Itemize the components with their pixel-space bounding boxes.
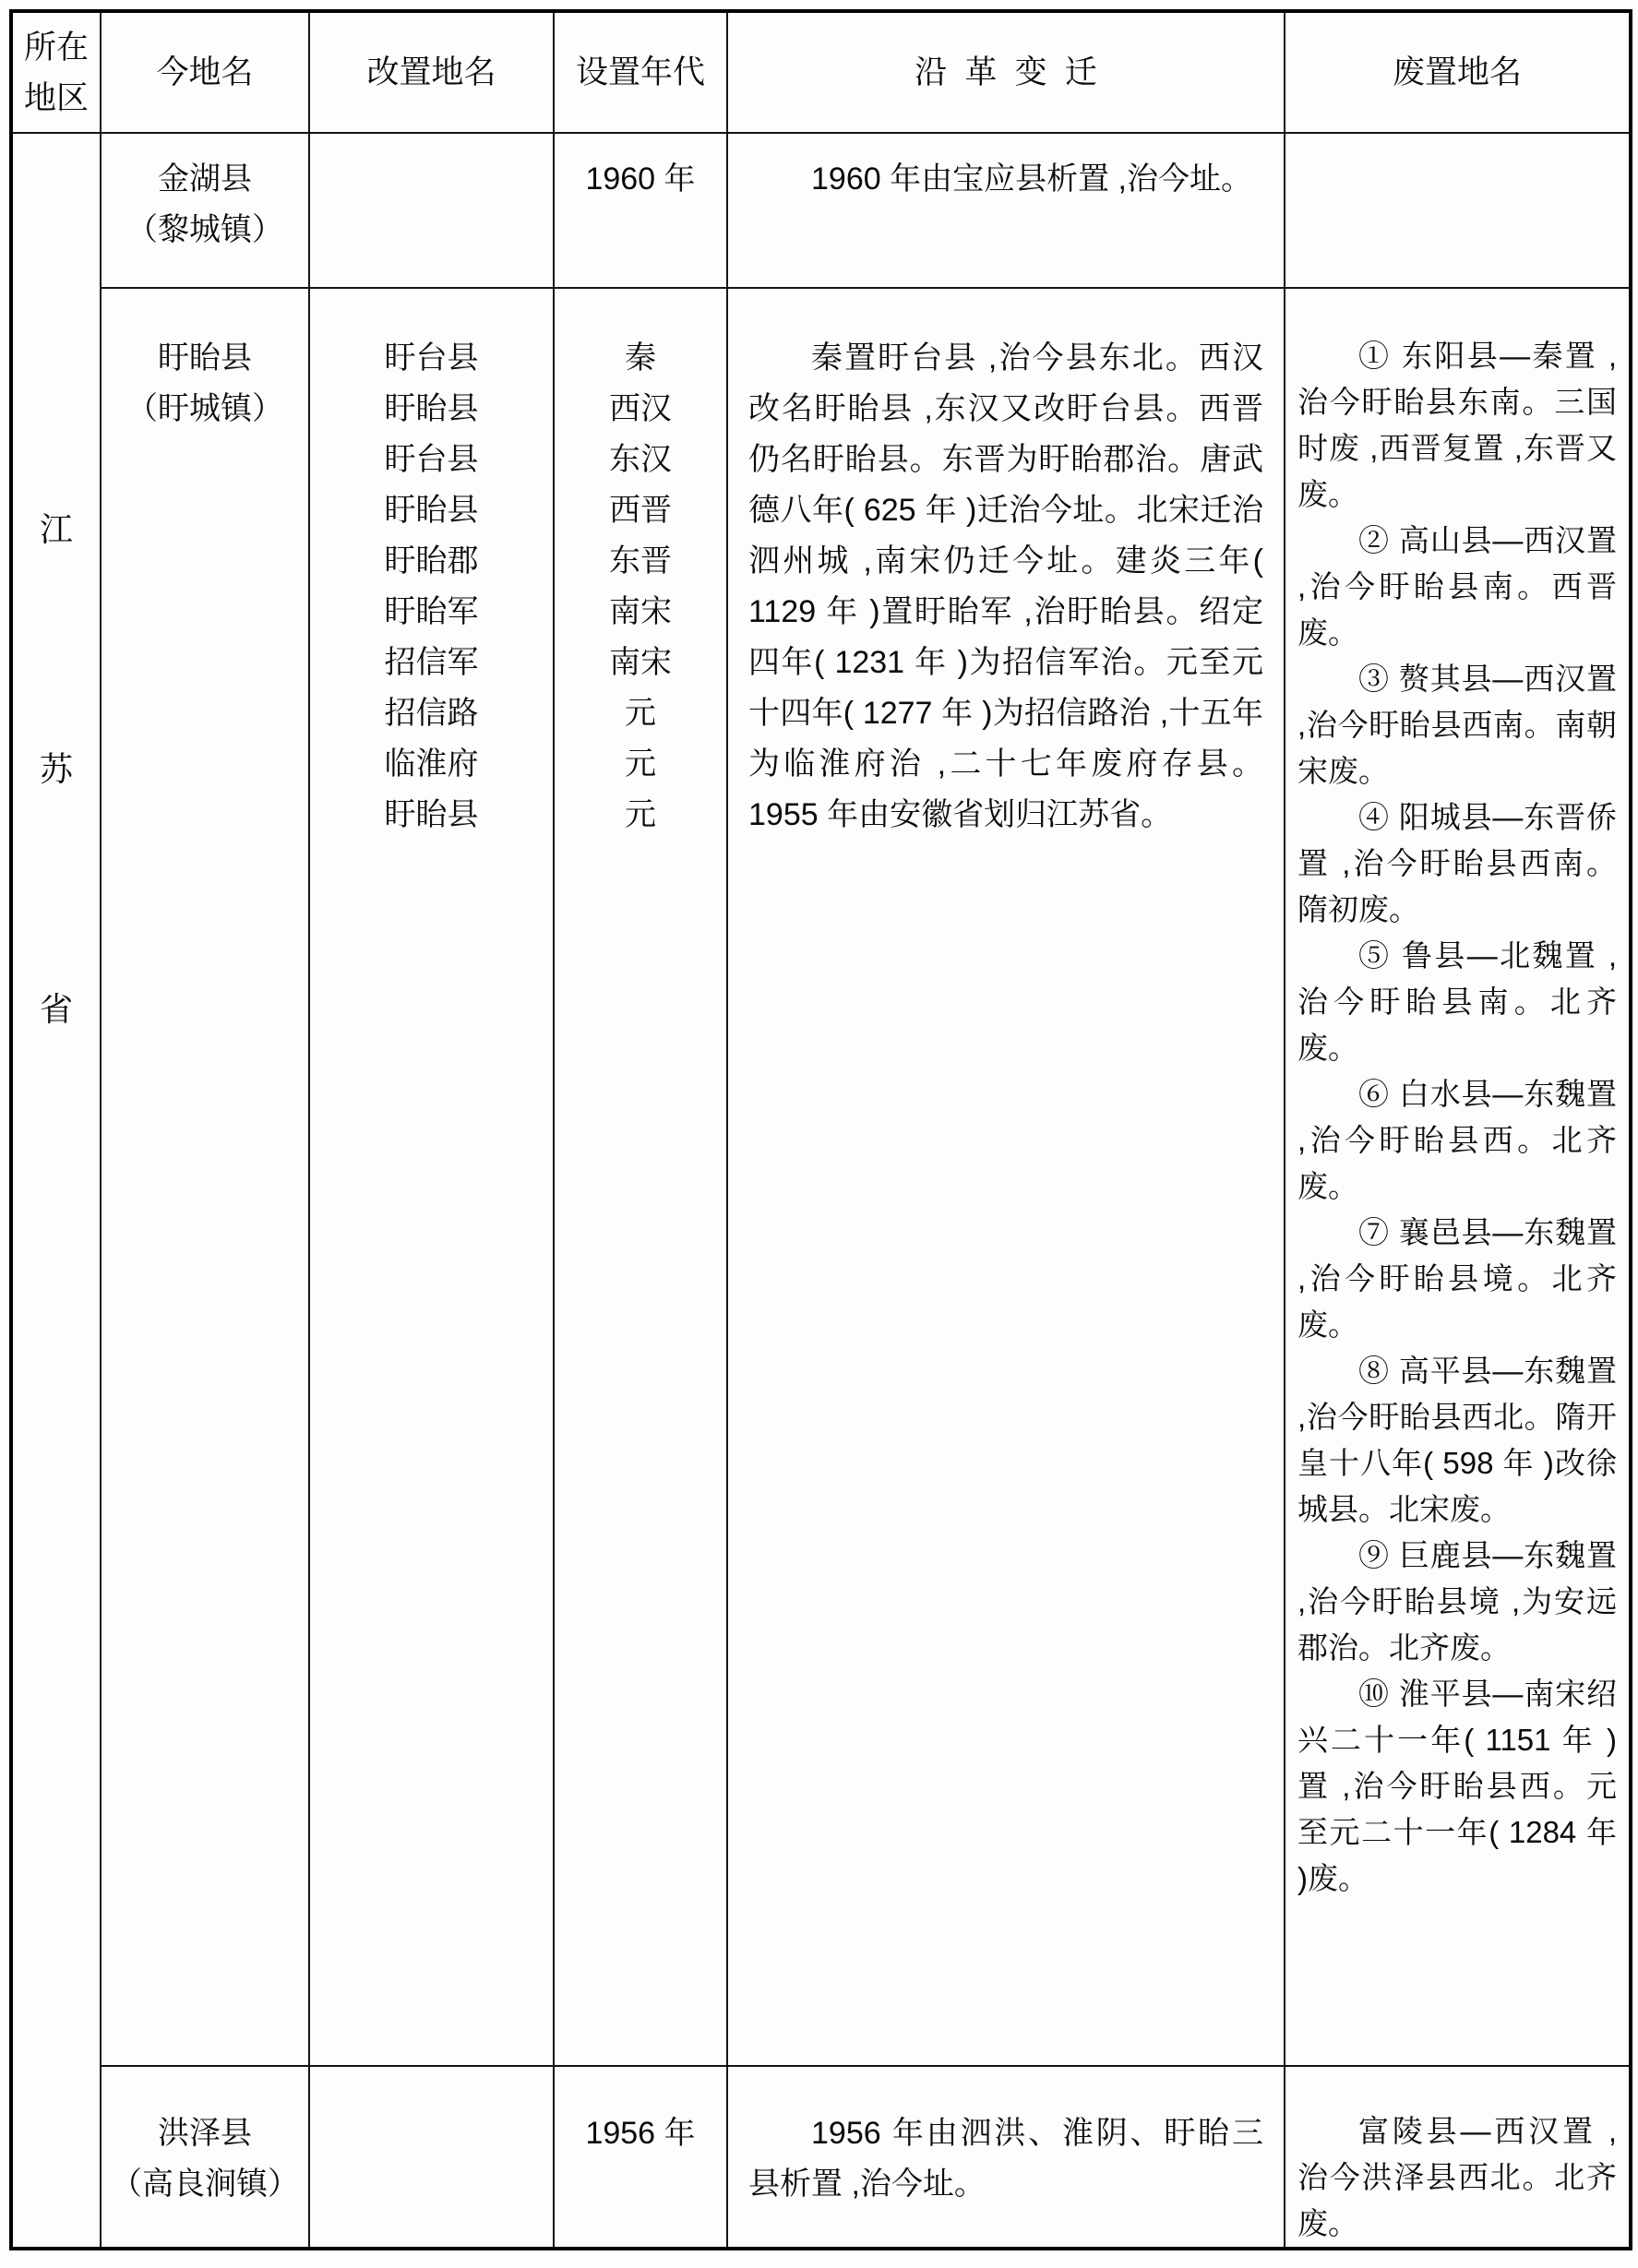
abolished-item: ⑥ 白水县—东魏置 ,治今盱眙县西。北齐废。 — [1297, 1077, 1617, 1203]
table-row-jinhu — [11, 133, 1631, 288]
renamed-cell-empty — [309, 133, 554, 288]
established-year: 1960 年 — [585, 161, 696, 197]
col-header-abolished: 废置地名 — [1285, 11, 1631, 133]
current-name-cell — [101, 133, 309, 288]
era-item: 南宋 — [609, 594, 672, 629]
abolished-item: ⑨ 巨鹿县—东魏置 ,治今盱眙县境 ,为安远郡治。北齐废。 — [1297, 1538, 1617, 1665]
evolution-cell — [727, 133, 1285, 288]
era-item: 东晋 — [609, 543, 672, 579]
place-name: 金湖县 — [158, 161, 252, 197]
renamed-item: 招信军 — [384, 645, 479, 680]
abolished-item: ⑧ 高平县—东魏置 ,治今盱眙县西北。隋开皇十八年( 598 年 )改徐城县。北宋废。 — [1297, 1354, 1617, 1526]
renamed-item: 招信路 — [384, 696, 479, 731]
col-header-evolution: 沿革变迁 — [727, 11, 1285, 133]
history-paragraph: 1956 年由泗洪、淮阴、盱眙三县析置 ,治今址。 — [748, 2116, 1263, 2202]
region-char: 江 — [39, 510, 73, 548]
abolished-item: ③ 赘其县—西汉置 ,治今盱眙县西南。南朝宋废。 — [1297, 662, 1617, 788]
history-paragraph: 秦置盱台县 ,治今县东北。西汉改名盱眙县 ,东汉又改盱台县。西晋仍名盱眙县。东晋为盱眙郡治。唐武德八年( 625 年 )迁治今址。北宋迁治泗州城 ,南宋仍迁今址。建炎三年( 1129 年 )置盱眙军 ,治盱眙县。绍定四年( 1231 年 )为招信军治。元至元十四年( 1277 年 )为招信路治 ,十五年为临淮府治 ,二十七年废府存县。1955 年由安徽省划归江苏省。 — [748, 340, 1263, 832]
col-header-renamed: 改置地名 — [309, 11, 554, 133]
era-item: 元 — [625, 797, 656, 832]
table-row-hongze — [11, 2066, 1631, 2249]
renamed-item: 临淮府 — [384, 746, 479, 782]
current-name-cell — [101, 2066, 309, 2249]
abolished-item: ⑩ 淮平县—南宋绍兴二十一年( 1151 年 )置 ,治今盱眙县西。元至元二十一年( 1284 年 )废。 — [1297, 1677, 1617, 1895]
abolished-cell — [1285, 288, 1631, 2066]
table-row-xuyi — [11, 288, 1631, 2066]
era-item: 元 — [625, 696, 656, 731]
abolished-item: ⑤ 鲁县—北魏置 ,治今盱眙县南。北齐废。 — [1297, 938, 1617, 1065]
region-cell-jiangsu — [11, 133, 101, 2249]
abolished-item: ⑦ 襄邑县—东魏置 ,治今盱眙县境。北齐废。 — [1297, 1215, 1617, 1342]
renamed-cell — [309, 288, 554, 2066]
region-char: 苏 — [39, 750, 73, 788]
evolution-cell — [727, 2066, 1285, 2249]
abolished-item: 富陵县—西汉置 ,治今洪泽县西北。北齐废。 — [1297, 2114, 1617, 2240]
abolished-item: ② 高山县—西汉置 ,治今盱眙县南。西晋废。 — [1297, 523, 1617, 650]
era-cell — [554, 2066, 727, 2249]
history-paragraph: 1960 年由宝应县析置 ,治今址。 — [811, 161, 1252, 197]
era-cell — [554, 288, 727, 2066]
renamed-item: 盱眙县 — [384, 391, 479, 426]
era-item: 西晋 — [609, 493, 672, 528]
era-item: 秦 — [625, 340, 656, 376]
renamed-item: 盱台县 — [384, 442, 479, 477]
renamed-item: 盱眙郡 — [384, 543, 479, 579]
abolished-item: ④ 阳城县—东晋侨置 ,治今盱眙县西南。隋初废。 — [1297, 800, 1617, 926]
era-item: 西汉 — [609, 391, 672, 426]
era-item: 元 — [625, 746, 656, 782]
renamed-item: 盱眙县 — [384, 493, 479, 528]
abolished-cell-empty — [1285, 133, 1631, 288]
era-item: 东汉 — [609, 442, 672, 477]
region-char: 省 — [39, 990, 73, 1028]
abolished-item: ① 东阳县—秦置 ,治今盱眙县东南。三国时废 ,西晋复置 ,东晋又废。 — [1297, 339, 1617, 511]
place-name: 洪泽县 — [158, 2116, 252, 2151]
col-header-era: 设置年代 — [554, 11, 727, 133]
renamed-cell-empty — [309, 2066, 554, 2249]
gazetteer-table — [9, 9, 1632, 2250]
col-header-region: 所在地区 — [11, 11, 101, 133]
renamed-item: 盱眙县 — [384, 797, 479, 832]
established-year: 1956 年 — [585, 2116, 696, 2151]
header-row — [11, 11, 1631, 133]
renamed-item: 盱台县 — [384, 340, 479, 376]
abolished-cell — [1285, 2066, 1631, 2249]
place-name: 盱眙县 — [158, 340, 252, 376]
place-town: （黎城镇） — [126, 212, 283, 247]
col-header-current-name: 今地名 — [101, 11, 309, 133]
era-item: 南宋 — [609, 645, 672, 680]
era-cell — [554, 133, 727, 288]
current-name-cell — [101, 288, 309, 2066]
place-town: （盱城镇） — [126, 391, 283, 426]
place-town: （高良涧镇） — [111, 2167, 299, 2202]
evolution-cell — [727, 288, 1285, 2066]
renamed-item: 盱眙军 — [384, 594, 479, 629]
